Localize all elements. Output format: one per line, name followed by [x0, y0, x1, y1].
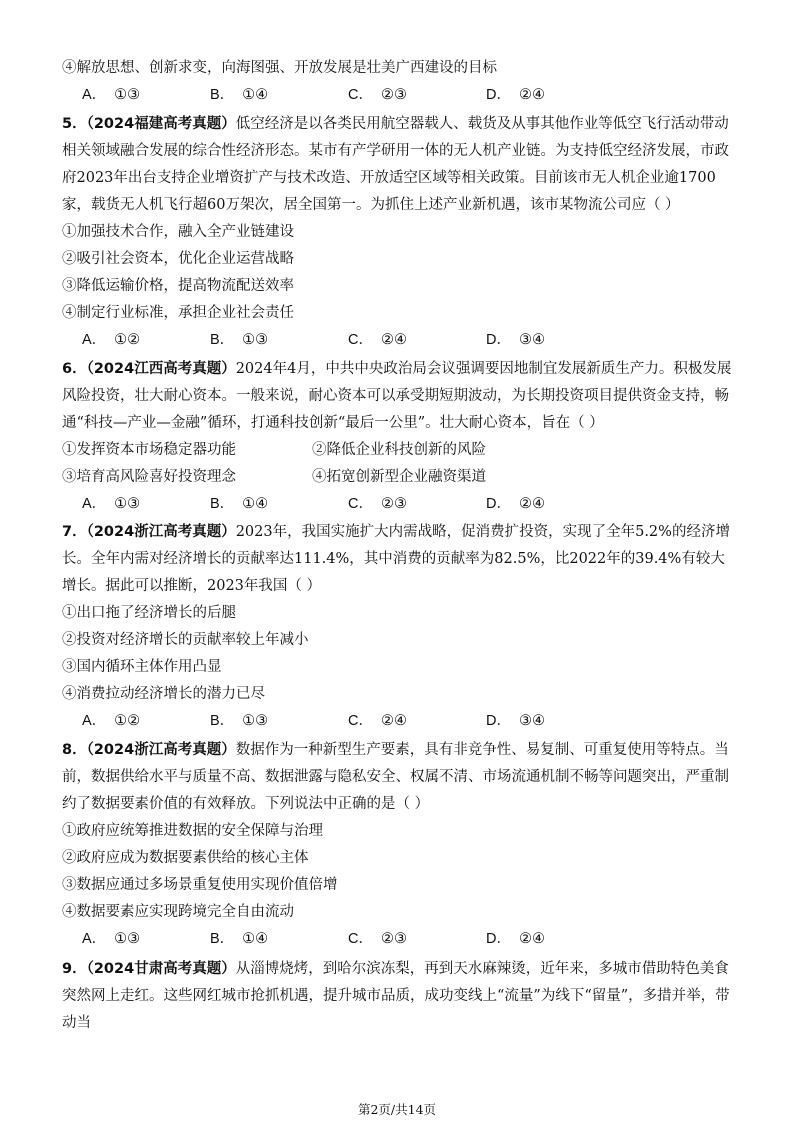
- question-stem: [62, 737, 734, 818]
- page-footer: 第2页/共14页: [357, 1102, 437, 1117]
- choice-b[interactable]: B． ①③: [210, 713, 269, 729]
- question-9: [62, 956, 734, 1037]
- statement-item: ③降低运输价格，提高物流配送效率: [62, 278, 294, 294]
- question-source: （2024浙江高考真题）: [86, 524, 236, 540]
- choice-a[interactable]: A． ①③: [82, 496, 141, 512]
- question-stem: [62, 356, 734, 437]
- statement-item: ④拓宽创新型企业融资渠道: [312, 469, 486, 485]
- statement-item: ②投资对经济增长的贡献率较上年减小: [62, 632, 309, 648]
- question-5: [62, 111, 734, 354]
- question-source: （2024江西高考真题）: [86, 361, 236, 377]
- statement-row: [62, 437, 734, 464]
- answer-choices: [62, 327, 734, 354]
- statement-item: ④解放思想、创新求变，向海图强、开放发展是壮美广西建设的目标: [62, 60, 497, 76]
- choice-c[interactable]: C． ②④: [348, 713, 407, 729]
- choice-d[interactable]: D． ②④: [486, 496, 545, 512]
- choice-d[interactable]: D． ③④: [486, 713, 545, 729]
- statement-item: ③培育高风险喜好投资理念: [62, 469, 236, 485]
- question-7: [62, 519, 734, 735]
- answer-choices: [62, 491, 734, 518]
- statement-item: ④数据要素应实现跨境完全自由流动: [62, 904, 294, 920]
- question-stem: [62, 519, 734, 600]
- question-number: 5．: [62, 116, 87, 132]
- statement-item: ①发挥资本市场稳定器功能: [62, 442, 236, 458]
- question-source: （2024浙江高考真题）: [86, 742, 236, 758]
- choice-b[interactable]: B． ①④: [210, 87, 269, 103]
- statement-item: ③国内循环主体作用凸显: [62, 659, 222, 675]
- choice-c[interactable]: C． ②③: [348, 931, 407, 947]
- choice-b[interactable]: B． ①④: [210, 496, 269, 512]
- statement-item: ④消费拉动经济增长的潜力已尽: [62, 686, 265, 702]
- choice-a[interactable]: A． ①③: [82, 87, 141, 103]
- question-4-tail: [62, 55, 734, 109]
- question-text: 2024年4月，中共中央政治局会议强调要因地制宜发展新质生产力。积极发展风险投资，壮大耐心资本。一般来说，耐心资本可以承受期短期波动，为长期投资项目提供资金支持，畅通“科技—产业—金融”循环，打通科技创新“最后一公里”。壮大耐心资本，旨在（ ）: [62, 361, 732, 431]
- choice-d[interactable]: D． ③④: [486, 332, 545, 348]
- choice-c[interactable]: C． ②③: [348, 496, 407, 512]
- question-6: [62, 356, 734, 518]
- question-stem: [62, 111, 734, 219]
- statement-item: ③数据应通过多场景重复使用实现价值倍增: [62, 877, 338, 893]
- question-8: [62, 737, 734, 953]
- statement-item: ①加强技术合作，融入全产业链建设: [62, 224, 294, 240]
- question-text: 从淄博烧烤，到哈尔滨冻梨，再到天水麻辣烫，近年来，多城市借助特色美食突然网上走红。这些网红城市抢抓机遇，提升城市品质，成功变线上“流量”为线下“留量”，多措并举，带动当: [62, 961, 730, 1031]
- question-text: 低空经济是以各类民用航空器载人、载货及从事其他作业等低空飞行活动带动相关领域融合发展的综合性经济形态。某市有产学研用一体的无人机产业链。为支持低空经济发展，市政府2023年出台支持企业增资扩产与技术改造、开放适空区域等相关政策。目前该市无人机企业逾1700家，载货无人机飞行超60万架次，居全国第一。为抓住上述产业新机遇，该市某物流公司应（ ）: [62, 116, 729, 213]
- question-number: 9．: [62, 961, 87, 977]
- question-text: 2023年，我国实施扩大内需战略，促消费扩投资，实现了全年5.2%的经济增长。全年内需对经济增长的贡献率达111.4%，其中消费的贡献率为82.5%，比2022年的39.4%有较大增长。据此可以推断，2023年我国（ ）: [62, 524, 730, 594]
- question-number: 7．: [62, 524, 87, 540]
- answer-choices: [62, 926, 734, 953]
- question-text: 数据作为一种新型生产要素，具有非竞争性、易复制、可重复使用等特点。当前，数据供给水平与质量不高、数据泄露与隐私安全、权属不清、市场流通机制不畅等问题突出，严重制约了数据要素价值的有效释放。下列说法中正确的是（ ）: [62, 742, 729, 812]
- choice-c[interactable]: C． ②③: [348, 87, 407, 103]
- statement-item: ④制定行业标准，承担企业社会责任: [62, 305, 294, 321]
- choice-d[interactable]: D． ②④: [486, 87, 545, 103]
- statement-item: ①出口拖了经济增长的后腿: [62, 605, 236, 621]
- question-number: 8．: [62, 742, 87, 758]
- question-stem: [62, 956, 734, 1037]
- choice-a[interactable]: A． ①③: [82, 931, 141, 947]
- choice-b[interactable]: B． ①③: [210, 332, 269, 348]
- statement-item: ①政府应统筹推进数据的安全保障与治理: [62, 823, 323, 839]
- choice-d[interactable]: D． ②④: [486, 931, 545, 947]
- statement-row: [62, 464, 734, 491]
- question-source: （2024甘肃高考真题）: [86, 961, 236, 977]
- question-number: 6．: [62, 361, 87, 377]
- statement-item: ②降低企业科技创新的风险: [312, 442, 486, 458]
- choice-c[interactable]: C． ②④: [348, 332, 407, 348]
- choice-a[interactable]: A． ①②: [82, 713, 141, 729]
- statement-item: ②政府应成为数据要素供给的核心主体: [62, 850, 309, 866]
- choice-b[interactable]: B． ①④: [210, 931, 269, 947]
- answer-choices: [62, 82, 734, 109]
- answer-choices: [62, 708, 734, 735]
- choice-a[interactable]: A． ①②: [82, 332, 141, 348]
- question-source: （2024福建高考真题）: [86, 116, 236, 132]
- statement-item: ②吸引社会资本，优化企业运营战略: [62, 251, 294, 267]
